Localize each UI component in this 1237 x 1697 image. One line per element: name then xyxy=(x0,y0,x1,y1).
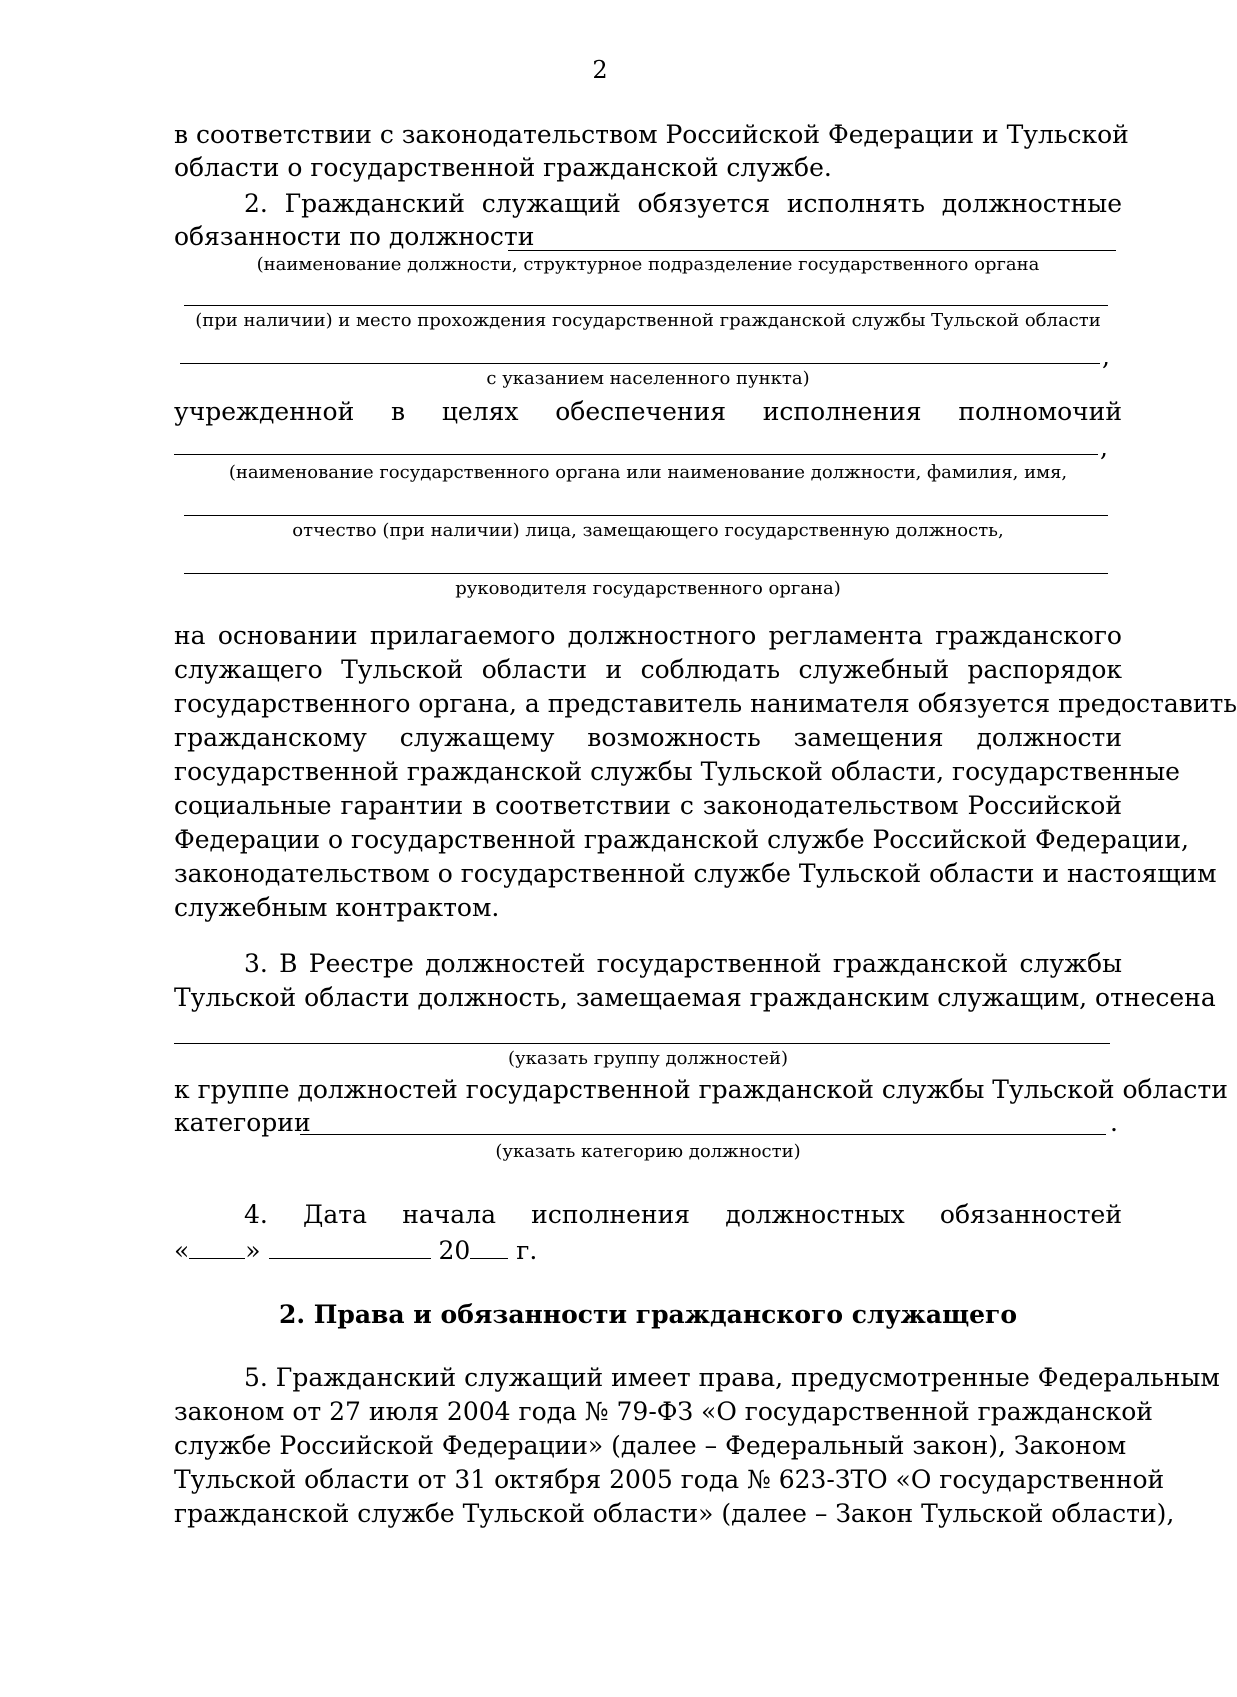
comma-mark: , xyxy=(1102,342,1110,371)
paragraph-5-line-1: 5. Гражданский служащий имеет права, предусмотренные Федеральным xyxy=(244,1363,1220,1392)
paragraph-5-line: службе Российской Федерации» (далее – Федеральный закон), Законом xyxy=(174,1431,1127,1460)
fill-line xyxy=(180,363,1100,364)
caption-group: (указать группу должностей) xyxy=(508,1048,788,1069)
open-quote: « xyxy=(174,1236,190,1265)
year-suffix: г. xyxy=(516,1236,538,1265)
position-fill-line xyxy=(508,250,1116,251)
caption-service-place: (при наличии) и место прохождения государственной гражданской службы Тульской области xyxy=(195,310,1101,331)
fill-line xyxy=(174,1043,1110,1044)
caption-authority: (наименование государственного органа или наименование должности, фамилия, имя, xyxy=(228,462,1068,483)
fill-line xyxy=(184,515,1108,516)
page-number: 2 xyxy=(592,56,608,84)
caption-position-name: (наименование должности, структурное подразделение государственного органа xyxy=(256,254,1040,275)
paragraph-3-line-2: Тульской области должность, замещаемая гражданским служащим, отнесена xyxy=(174,983,1216,1012)
year-blank xyxy=(470,1232,508,1259)
close-quote: » xyxy=(245,1236,261,1265)
comma-mark: , xyxy=(1100,433,1108,462)
section-heading: 2. Права и обязанности гражданского служащего xyxy=(278,1300,1018,1329)
body-line: на основании прилагаемого должностного регламента гражданского xyxy=(174,621,1122,650)
period-mark: . xyxy=(1110,1108,1118,1137)
day-blank xyxy=(189,1232,245,1259)
body-line: служебным контрактом. xyxy=(174,893,500,922)
paragraph-3-line-3: к группе должностей государственной гражданской службы Тульской области xyxy=(174,1075,1228,1104)
paragraph-5-line: Тульской области от 31 октября 2005 года № 623-ЗТО «О государственной xyxy=(174,1465,1165,1494)
body-line: гражданскому служащему возможность замещения должности xyxy=(174,723,1122,752)
fill-line xyxy=(184,305,1108,306)
body-line: государственной гражданской службы Тульской области, государственные xyxy=(174,757,1180,786)
paragraph-3-line-4: категории xyxy=(174,1108,311,1137)
category-fill-line xyxy=(300,1134,1106,1135)
paragraph-2-line-1: 2. Гражданский служащий обязуется исполнять должностные xyxy=(244,189,1122,218)
body-line: Федерации о государственной гражданской службе Российской Федерации, xyxy=(174,825,1189,854)
fill-line xyxy=(184,573,1108,574)
body-line: государственного органа, а представитель нанимателя обязуется предоставить xyxy=(174,689,1237,718)
fill-line xyxy=(174,454,1098,455)
paragraph-3-line-1: 3. В Реестре должностей государственной гражданской службы xyxy=(244,949,1122,978)
body-line: служащего Тульской области и соблюдать служебный распорядок xyxy=(174,655,1122,684)
paragraph-5-line: законом от 27 июля 2004 года № 79-ФЗ «О государственной гражданской xyxy=(174,1397,1153,1426)
caption-head: руководителя государственного органа) xyxy=(455,578,841,599)
caption-settlement: с указанием населенного пункта) xyxy=(486,368,810,389)
paragraph-2-line-2: обязанности по должности xyxy=(174,222,535,251)
caption-category: (указать категорию должности) xyxy=(495,1141,801,1162)
paragraph-1-line-2: области о государственной гражданской службе. xyxy=(174,153,832,182)
paragraph-4-line-1: 4. Дата начала исполнения должностных обязанностей xyxy=(244,1200,1122,1229)
paragraph-5-line: гражданской службе Тульской области» (далее – Закон Тульской области), xyxy=(174,1499,1175,1528)
month-blank xyxy=(269,1232,431,1259)
paragraph-4-date-line xyxy=(174,1232,1122,1266)
body-line: законодательством о государственной службе Тульской области и настоящим xyxy=(174,859,1217,888)
year-prefix: 20 xyxy=(438,1236,471,1265)
caption-official: отчество (при наличии) лица, замещающего государственную должность, xyxy=(292,520,1004,541)
body-line: социальные гарантии в соответствии с законодательством Российской xyxy=(174,791,1122,820)
paragraph-1-line-1: в соответствии с законодательством Российской Федерации и Тульской xyxy=(174,120,1129,149)
paragraph-2-line-3: учрежденной в целях обеспечения исполнения полномочий xyxy=(174,397,1122,426)
